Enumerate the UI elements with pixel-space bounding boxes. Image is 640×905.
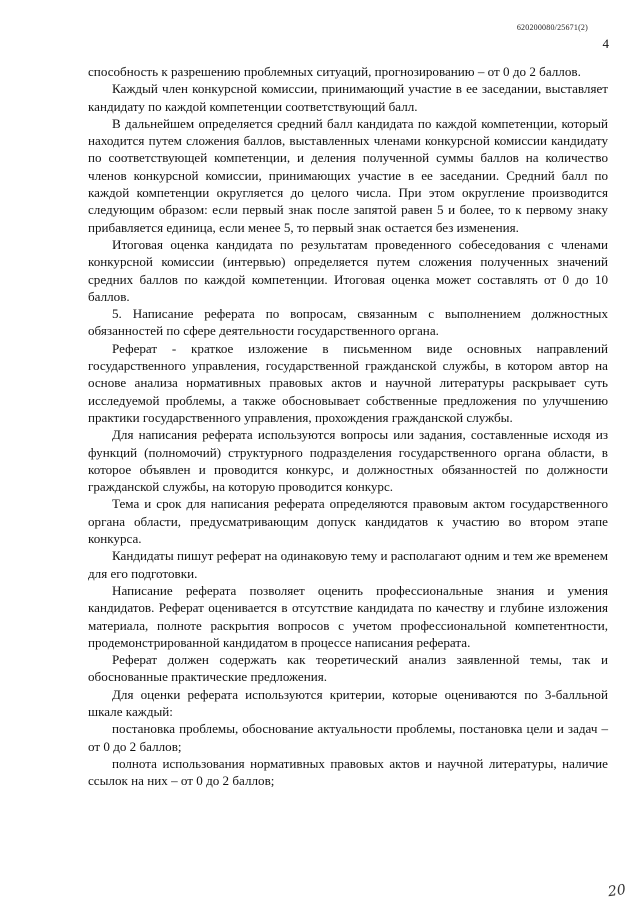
document-code: 620200080/25671(2) xyxy=(516,23,588,32)
paragraph: Кандидаты пишут реферат на одинаковую тему и располагают одним и тем же временем для его подготовки. xyxy=(88,548,608,581)
paragraph: Реферат - краткое изложение в письменном виде основных направлений государственного управления, государственной гражданской службы, в котором автор на основе анализа нормативных правовых актов и научной литературы раскрывает суть исследуемой проблемы, а также обосновывает собственные предложения по улучшению практики государственного управления, прохождения гражданской службы. xyxy=(88,340,608,425)
paragraph: полнота использования нормативных правовых актов и научной литературы, наличие ссылок на них – от 0 до 2 баллов; xyxy=(88,755,608,789)
paragraph: В дальнейшем определяется средний балл кандидата по каждой компетенции, который находится путем сложения баллов, выставленных членами конкурсной комиссии кандидату по соответствующей компетенции, и деления полученной суммы баллов на количество членов конкурсной комиссии, принимающих участие в ее заседании. Средний балл по каждой компетенции округляется до целого числа. При этом округление производится следующим образом: если первый знак после запятой равен 5 и более, то к первому знаку прибавляется единица, если менее 5, то первый знак остается без изменения. xyxy=(88,115,608,235)
page-number: 4 xyxy=(602,36,609,51)
paragraph: способность к разрешению проблемных ситуаций, прогнозированию – от 0 до 2 баллов. xyxy=(88,64,581,79)
paragraph: Написание реферата позволяет оценить профессиональные знания и умения кандидатов. Реферат оценивается в отсутствие кандидата по качеству и глубине изложения материала, полноте раскрытия вопросов с учетом профессиональной компетентности, продемонстрированной кандидатом в процессе написания реферата. xyxy=(88,582,608,650)
paragraph: Для написания реферата используются вопросы или задания, составленные исходя из функций (полномочий) структурного подразделения государственного органа области, в которое объявлен и проводится конкурс, и должностных обязанностей по должности гражданской службы, на которую проводится конкурс. xyxy=(88,427,608,495)
paragraph: постановка проблемы, обоснование актуальности проблемы, постановка цели и задач – от 0 до 2 баллов; xyxy=(88,721,608,754)
paragraph: 5. Написание реферата по вопросам, связанным с выполнением должностных обязанностей по сфере деятельности государственного органа. xyxy=(88,306,608,339)
paragraph: Для оценки реферата используются критерии, которые оцениваются по 3-балльной шкале каждый: xyxy=(88,686,608,719)
handwritten-page-mark: 20 xyxy=(607,881,628,901)
paragraph: Тема и срок для написания реферата определяются правовым актом государственного органа области, предусматривающим допуск кандидатов к участию во втором этапе конкурса. xyxy=(88,496,608,547)
paragraph: Каждый член конкурсной комиссии, принимающий участие в ее заседании, выставляет кандидату по каждой компетенции соответствующий балл. xyxy=(88,81,608,114)
document-body xyxy=(88,63,608,789)
paragraph: Реферат должен содержать как теоретический анализ заявленной темы, так и обоснованные практические предложения. xyxy=(88,652,608,685)
paragraph: Итоговая оценка кандидата по результатам проведенного собеседования с членами конкурсной комиссии (интервью) определяется путем сложения полученных значений средних баллов по каждой компетенции. Итоговая оценка может составлять от 0 до 10 баллов. xyxy=(88,236,608,304)
